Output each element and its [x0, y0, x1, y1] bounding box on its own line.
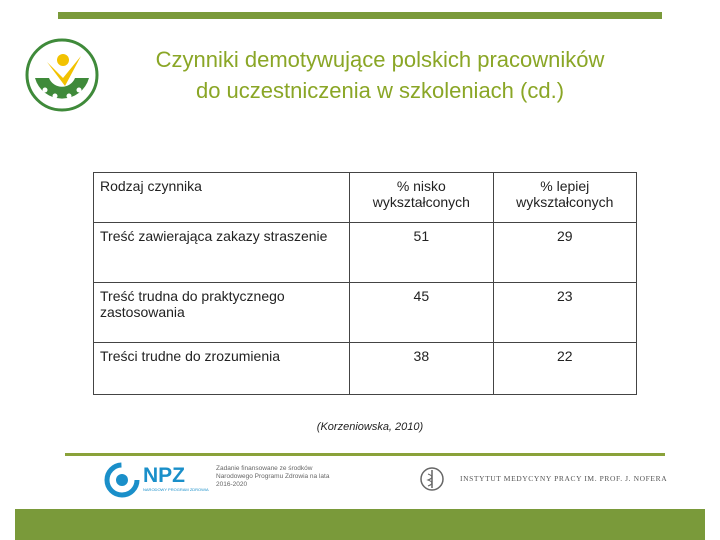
- footer-separator: [65, 453, 665, 456]
- organization-logo-icon: [25, 38, 99, 112]
- cell-low-educated: 51: [350, 223, 493, 283]
- cell-better-educated: 29: [493, 223, 636, 283]
- institute-logo-icon: [420, 465, 444, 493]
- top-bar: [58, 12, 662, 19]
- cell-factor: Treść zawierająca zakazy straszenie: [94, 223, 350, 283]
- bottom-bar: [15, 509, 705, 540]
- cell-better-educated: 22: [493, 343, 636, 395]
- column-header-low-educated: % nisko wykształconych: [350, 173, 493, 223]
- cell-factor: Treści trudne do zrozumienia: [94, 343, 350, 395]
- table-row: [94, 223, 637, 283]
- cell-factor: Treść trudna do praktycznego zastosowania: [94, 283, 350, 343]
- npz-subtitle: NARODOWY PROGRAM ZDROWIA: [143, 487, 209, 492]
- table-row: [94, 283, 637, 343]
- table-header-row: [94, 173, 637, 223]
- funding-note: Zadanie finansowane ze środków Narodowego Programu Zdrowia na lata 2016-2020: [216, 465, 330, 488]
- source-citation: (Korzeniowska, 2010): [316, 421, 424, 433]
- table-row: [94, 343, 637, 395]
- column-header-factor: Rodzaj czynnika: [94, 173, 350, 223]
- npz-logo-text: NPZ: [143, 464, 185, 487]
- page-title: Czynniki demotywujące polskich pracowników do uczestniczenia w szkoleniach (cd.): [155, 47, 605, 103]
- cell-low-educated: 38: [350, 343, 493, 395]
- column-header-better-educated: % lepiej wykształconych: [493, 173, 636, 223]
- factors-table: [93, 172, 637, 395]
- cell-better-educated: 23: [493, 283, 636, 343]
- institute-name: INSTYTUT MEDYCYNY PRACY IM. PROF. J. NOFERA: [460, 474, 668, 483]
- cell-low-educated: 45: [350, 283, 493, 343]
